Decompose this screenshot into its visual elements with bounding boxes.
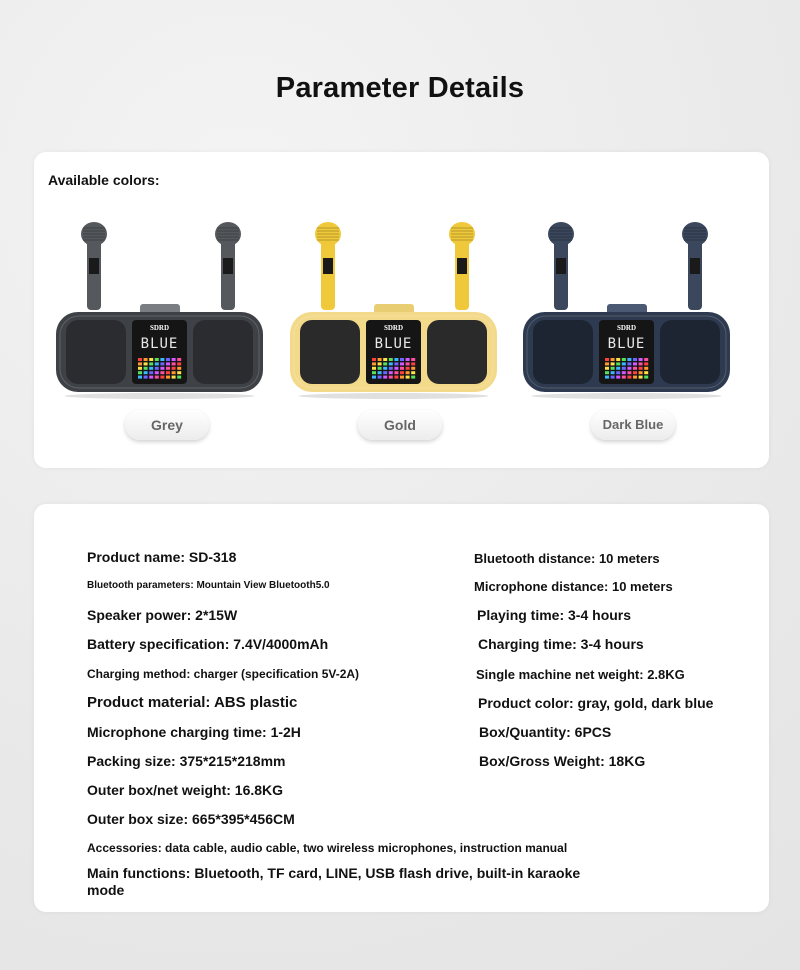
microphone-icon xyxy=(449,222,475,310)
spec-net-weight: Single machine net weight: 2.8KG xyxy=(476,667,685,682)
brand-text: SDRD xyxy=(149,324,170,332)
specs-card xyxy=(34,504,769,912)
color-badge-dark-blue: Dark Blue xyxy=(591,410,675,440)
display-text: BLUE xyxy=(607,336,646,352)
spec-charging-time: Charging time: 3-4 hours xyxy=(478,636,644,652)
brand-text: SDRD xyxy=(383,324,404,332)
speaker-illustration xyxy=(286,220,501,400)
spec-bluetooth-distance: Bluetooth distance: 10 meters xyxy=(474,551,660,566)
spec-material: Product material: ABS plastic xyxy=(87,694,298,711)
speaker-grille-left xyxy=(533,320,593,384)
speaker-grille-left xyxy=(300,320,360,384)
page-title: Parameter Details xyxy=(275,72,525,104)
microphone-icon xyxy=(315,222,341,310)
speaker-grille-right xyxy=(660,320,720,384)
microphone-icon xyxy=(215,222,241,310)
spec-bluetooth-parameters: Bluetooth parameters: Mountain View Bluetooth5.0 xyxy=(87,580,330,591)
display-text: BLUE xyxy=(374,336,413,352)
spec-outer-size: Outer box size: 665*395*456CM xyxy=(87,811,295,827)
spec-box-quantity: Box/Quantity: 6PCS xyxy=(479,724,612,740)
spec-speaker-power: Speaker power: 2*15W xyxy=(87,607,238,623)
speaker-grille-right xyxy=(193,320,253,384)
speaker-illustration xyxy=(52,220,267,400)
speaker-illustration xyxy=(519,220,734,400)
colors-label: Available colors: xyxy=(48,172,160,188)
microphone-icon xyxy=(548,222,574,310)
product-image-dark-blue xyxy=(519,220,734,400)
product-image-grey xyxy=(52,220,267,400)
microphone-icon xyxy=(682,222,708,310)
product-image-gold xyxy=(286,220,501,400)
spec-box-gross-weight: Box/Gross Weight: 18KG xyxy=(479,753,646,769)
spec-charging-method: Charging method: charger (specification 5V-2A) xyxy=(87,667,360,681)
speaker-grille-right xyxy=(427,320,487,384)
brand-text: SDRD xyxy=(616,324,637,332)
spec-mic-distance: Microphone distance: 10 meters xyxy=(474,579,673,594)
microphone-icon xyxy=(81,222,107,310)
spec-packing-size: Packing size: 375*215*218mm xyxy=(87,753,286,769)
spec-product-color: Product color: gray, gold, dark blue xyxy=(478,695,714,711)
spec-main-functions: Main functions: Bluetooth, TF card, LINE, USB flash drive, built-in karaoke mode xyxy=(87,865,581,898)
display-text: BLUE xyxy=(140,336,179,352)
speaker-grille-left xyxy=(66,320,126,384)
colors-card xyxy=(34,152,769,468)
spec-product-name: Product name: SD-318 xyxy=(87,549,237,565)
spec-mic-charging: Microphone charging time: 1-2H xyxy=(87,724,301,740)
color-badge-grey: Grey xyxy=(125,410,209,440)
spec-outer-net-weight: Outer box/net weight: 16.8KG xyxy=(87,782,284,798)
spec-playing-time: Playing time: 3-4 hours xyxy=(477,607,632,623)
spec-accessories: Accessories: data cable, audio cable, two wireless microphones, instruction manual xyxy=(87,841,568,855)
color-badge-gold: Gold xyxy=(358,410,442,440)
spec-battery: Battery specification: 7.4V/4000mAh xyxy=(87,636,329,652)
